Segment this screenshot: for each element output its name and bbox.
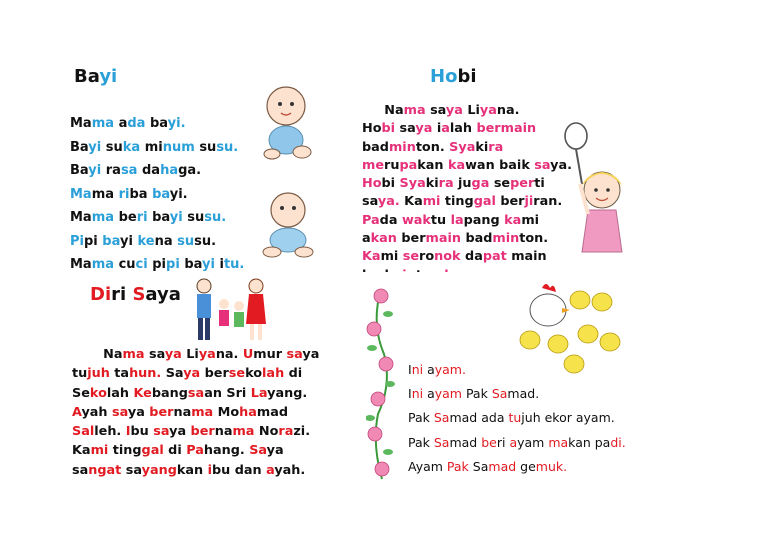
family-illustration xyxy=(192,276,270,344)
text-line xyxy=(362,248,572,266)
ayam-panel xyxy=(352,272,632,482)
syllable: sa xyxy=(125,462,142,478)
text-line xyxy=(72,441,319,460)
text-line xyxy=(72,345,319,364)
syllable: wan xyxy=(465,157,500,173)
syllable: Na xyxy=(72,347,123,362)
syllable: yah. xyxy=(274,462,306,478)
syllable: Li xyxy=(467,103,480,118)
syllable: su xyxy=(105,139,123,155)
text-line xyxy=(408,431,626,455)
syllable: a xyxy=(118,116,128,131)
syllable: Ho xyxy=(362,176,382,192)
hobi-text xyxy=(362,102,572,285)
syllable: tu. xyxy=(223,257,245,272)
syllable: per xyxy=(510,176,535,192)
text-line xyxy=(362,193,572,211)
syllable: pa xyxy=(594,434,611,450)
syllable: ka xyxy=(504,212,522,228)
syllable: ki xyxy=(475,139,489,155)
syllable: mi xyxy=(422,194,445,210)
text-line xyxy=(72,384,319,403)
syllable: ha xyxy=(160,163,179,178)
syllable: ting xyxy=(112,443,142,459)
syllable: wak xyxy=(401,212,431,228)
text-line xyxy=(72,422,319,441)
syllable: mad xyxy=(449,434,482,450)
syllable: yi xyxy=(169,210,188,225)
syllable: yam. xyxy=(583,410,615,426)
syllable: pi xyxy=(152,257,167,272)
syllable: bi xyxy=(381,121,400,137)
syllable: U xyxy=(242,347,254,362)
syllable: ber xyxy=(500,194,525,210)
text-line xyxy=(70,206,244,230)
syllable: Pa xyxy=(362,212,380,228)
syllable: bad xyxy=(465,231,493,247)
syllable: bu xyxy=(130,424,154,440)
syllable: bi xyxy=(381,176,400,192)
syllable: Ma xyxy=(70,116,92,131)
syllable: ma xyxy=(403,103,431,118)
syllable: su. xyxy=(194,233,217,249)
syllable: ju xyxy=(458,176,472,192)
syllable: mi xyxy=(521,212,540,228)
syllable: ka xyxy=(122,139,145,155)
syllable: a xyxy=(362,231,371,247)
syllable: ra xyxy=(438,176,459,192)
syllable: sa xyxy=(362,194,378,210)
syllable: pa xyxy=(399,157,418,173)
syllable: muk. xyxy=(535,458,568,474)
syllable: Ba xyxy=(74,66,100,87)
syllable: gal xyxy=(473,194,501,210)
syllable: i xyxy=(436,121,442,137)
syllable: ya xyxy=(479,103,497,118)
syllable: ya xyxy=(302,347,320,362)
syllable: ri xyxy=(136,210,153,225)
syllable: lah xyxy=(262,366,289,382)
syllable: S xyxy=(132,284,146,305)
syllable: ya xyxy=(198,347,216,362)
syllable: a xyxy=(509,434,518,450)
syllable: sa xyxy=(120,163,142,178)
syllable: di. xyxy=(610,434,626,450)
syllable: gal xyxy=(141,443,169,459)
syllable: Sal xyxy=(72,424,95,440)
syllable: aya xyxy=(145,284,181,305)
syllable: na xyxy=(154,233,178,249)
hobi-panel xyxy=(352,60,632,270)
syllable: Pak xyxy=(408,434,434,450)
syllable: pat xyxy=(482,249,512,265)
syllable: kan xyxy=(176,462,208,478)
syllable: ti xyxy=(534,176,545,192)
syllable: tu xyxy=(430,212,451,228)
syllable: lah xyxy=(449,121,477,137)
syllable: ber xyxy=(149,404,174,420)
text-line xyxy=(70,183,244,207)
syllable: ge xyxy=(520,458,536,474)
syllable: ra xyxy=(105,163,121,178)
syllable: Sa xyxy=(491,386,508,402)
syllable: Ka xyxy=(72,443,91,459)
syllable: sa xyxy=(430,103,446,118)
syllable: mi xyxy=(144,139,163,155)
syllable: me xyxy=(362,157,385,173)
syllable: Pak xyxy=(446,458,473,474)
syllable: da xyxy=(127,116,150,131)
syllable: pang xyxy=(463,212,505,228)
text-line xyxy=(362,102,572,120)
syllable: sa xyxy=(534,157,551,173)
syllable: ri xyxy=(496,434,510,450)
syllable: se xyxy=(228,366,246,382)
syllable: a xyxy=(427,386,435,402)
syllable: mi xyxy=(90,443,113,459)
syllable: da xyxy=(488,410,509,426)
syllable: Sa xyxy=(433,434,450,450)
diri-saya-text xyxy=(72,345,319,480)
syllable: bad xyxy=(362,139,389,155)
syllable: ngat xyxy=(88,462,126,478)
syllable: ya xyxy=(183,366,205,382)
syllable: hun. xyxy=(129,366,166,382)
syllable: na. xyxy=(215,347,243,362)
syllable: I xyxy=(408,386,412,402)
syllable: na xyxy=(214,424,233,440)
syllable: bu xyxy=(211,462,235,478)
syllable: ru xyxy=(384,157,400,173)
syllable: Ba xyxy=(70,139,89,155)
syllable: Sya xyxy=(449,139,476,155)
text-line xyxy=(408,382,626,406)
syllable: Ma xyxy=(70,186,92,202)
chickens-illustration xyxy=(510,278,630,378)
syllable: ton. xyxy=(519,231,549,247)
syllable: di xyxy=(168,443,187,459)
text-line xyxy=(362,120,572,138)
syllable: Ka xyxy=(404,194,423,210)
syllable: ber xyxy=(401,231,426,247)
syllable: ci xyxy=(135,257,153,272)
syllable: i xyxy=(207,462,212,478)
syllable: mad xyxy=(449,410,482,426)
syllable: ro xyxy=(419,249,435,265)
syllable: ya xyxy=(164,347,187,362)
syllable: ko xyxy=(89,385,107,401)
syllable: ga xyxy=(471,176,494,192)
syllable: su xyxy=(177,233,195,249)
syllable: ma xyxy=(91,210,119,225)
syllable: yi xyxy=(88,139,106,155)
syllable: kor xyxy=(552,410,576,426)
syllable: ber xyxy=(476,121,501,137)
syllable: yi xyxy=(202,257,220,272)
syllable: zi. xyxy=(293,424,311,440)
syllable: Ke xyxy=(133,385,152,401)
syllable: yang xyxy=(141,462,177,478)
syllable: Sa xyxy=(472,458,489,474)
syllable: su xyxy=(187,210,205,225)
syllable: main xyxy=(500,121,537,137)
syllable: juh xyxy=(87,366,115,382)
syllable: Di xyxy=(90,284,112,305)
syllable: mad xyxy=(256,404,289,420)
syllable: sa xyxy=(399,121,416,137)
syllable: lah xyxy=(106,385,134,401)
syllable: yam xyxy=(434,386,466,402)
syllable: Ma xyxy=(70,210,92,225)
girl-badminton-illustration xyxy=(552,122,632,257)
syllable: yi xyxy=(99,66,118,87)
syllable: se xyxy=(493,176,511,192)
flower-vine-illustration xyxy=(366,284,396,484)
syllable: A xyxy=(72,404,82,420)
syllable: ya. xyxy=(550,157,572,173)
syllable: mi xyxy=(380,249,403,265)
syllable: ni xyxy=(411,362,428,377)
syllable: a xyxy=(575,410,584,426)
text-line xyxy=(72,364,319,383)
syllable: Sa xyxy=(433,410,450,426)
syllable: ber xyxy=(204,366,229,382)
syllable: se xyxy=(402,249,420,265)
syllable: yi. xyxy=(169,186,188,202)
syllable: Se xyxy=(72,385,90,401)
syllable: main xyxy=(511,249,547,265)
syllable: na. xyxy=(496,103,520,118)
syllable: ki xyxy=(425,176,439,192)
syllable: yi. xyxy=(167,116,186,131)
syllable: Mo xyxy=(217,404,240,420)
text-line xyxy=(362,175,572,193)
syllable: ba xyxy=(184,257,202,272)
syllable: Ka xyxy=(362,249,381,265)
syllable: mur xyxy=(253,347,287,362)
text-line xyxy=(72,403,319,422)
text-line xyxy=(408,406,626,430)
syllable: ri xyxy=(111,284,133,305)
syllable: yah xyxy=(81,404,112,420)
syllable: da xyxy=(465,249,483,265)
syllable: baik xyxy=(499,157,535,173)
syllable: min xyxy=(492,231,520,247)
syllable: e xyxy=(544,410,553,426)
syllable: a xyxy=(266,462,275,478)
syllable: ma xyxy=(191,404,218,420)
syllable: sa xyxy=(153,424,170,440)
hobi-title xyxy=(430,66,477,87)
syllable: ba xyxy=(152,186,170,202)
syllable: kan xyxy=(370,231,402,247)
syllable: ran. xyxy=(533,194,563,210)
syllable: Sa xyxy=(165,366,184,382)
syllable: ba xyxy=(152,210,170,225)
syllable: Li xyxy=(186,347,199,362)
syllable: bi xyxy=(457,66,477,87)
syllable: pi xyxy=(83,233,103,249)
syllable: Pak xyxy=(408,410,434,426)
syllable: ya xyxy=(169,424,191,440)
syllable: Ho xyxy=(362,121,382,137)
syllable: min xyxy=(388,139,416,155)
syllable: ya xyxy=(415,121,437,137)
syllable: Sya xyxy=(399,176,426,192)
syllable: kan xyxy=(568,434,595,450)
syllable: ma xyxy=(91,116,119,131)
bayi-text xyxy=(70,112,244,277)
syllable: sa xyxy=(148,347,165,362)
baby-illustration xyxy=(258,82,328,262)
syllable: ga. xyxy=(178,163,202,178)
syllable: yam xyxy=(415,458,447,474)
syllable: ya. xyxy=(377,194,405,210)
syllable: ya xyxy=(266,443,284,459)
syllable: Na xyxy=(362,103,404,118)
text-line xyxy=(362,230,572,248)
syllable: yang. xyxy=(267,385,308,401)
text-line xyxy=(362,157,572,175)
syllable: Pak xyxy=(465,386,492,402)
syllable: Ma xyxy=(70,257,92,272)
syllable: ba xyxy=(149,116,168,131)
diri-saya-panel xyxy=(62,272,352,482)
syllable: mad. xyxy=(507,386,540,402)
syllable: ta xyxy=(114,366,130,382)
syllable: ber xyxy=(190,424,215,440)
syllable: leh. xyxy=(94,424,126,440)
syllable: ton. xyxy=(415,139,450,155)
syllable: ni xyxy=(411,386,428,402)
syllable: sa xyxy=(72,462,89,478)
syllable: ma xyxy=(548,434,569,450)
text-line xyxy=(70,112,244,136)
bayi-title xyxy=(74,66,117,87)
syllable: tu xyxy=(72,366,88,382)
syllable: ra xyxy=(488,139,504,155)
syllable: ri xyxy=(118,186,130,202)
syllable: su xyxy=(199,139,217,155)
syllable: No xyxy=(258,424,279,440)
syllable: hang. xyxy=(203,443,250,459)
syllable: sa xyxy=(286,347,303,362)
syllable: main xyxy=(425,231,466,247)
syllable: ya xyxy=(445,103,468,118)
text-line xyxy=(70,230,244,254)
syllable: num xyxy=(162,139,200,155)
syllable: be xyxy=(481,434,497,450)
syllable: la xyxy=(450,212,464,228)
text-line xyxy=(70,159,244,183)
syllable: sa xyxy=(112,404,128,420)
syllable: pi xyxy=(166,257,185,272)
syllable: ba xyxy=(129,186,153,202)
syllable: cu xyxy=(118,257,136,272)
syllable: ji xyxy=(524,194,534,210)
syllable: su. xyxy=(204,210,227,225)
syllable: ha xyxy=(239,404,257,420)
syllable: yam xyxy=(517,434,549,450)
syllable: nok xyxy=(434,249,466,265)
syllable: a xyxy=(441,121,450,137)
syllable: bang xyxy=(151,385,188,401)
syllable: na xyxy=(173,404,192,420)
syllable: su. xyxy=(216,139,239,155)
syllable: ma xyxy=(122,347,149,362)
syllable: Ho xyxy=(430,66,458,87)
text-line xyxy=(70,136,244,160)
syllable: dan xyxy=(234,462,267,478)
syllable: yam. xyxy=(434,362,466,377)
text-line xyxy=(362,212,572,230)
syllable: tu xyxy=(508,410,522,426)
syllable: La xyxy=(250,385,268,401)
syllable: kan xyxy=(417,157,448,173)
syllable: ka xyxy=(447,157,466,173)
syllable: ba xyxy=(102,233,120,249)
syllable: ke xyxy=(137,233,155,249)
syllable: Pi xyxy=(70,233,84,249)
text-line xyxy=(72,461,319,480)
text-line xyxy=(408,455,626,479)
syllable: ting xyxy=(444,194,474,210)
syllable: a xyxy=(427,362,435,377)
syllable: ra xyxy=(278,424,294,440)
text-line xyxy=(362,139,572,157)
syllable: da xyxy=(141,163,161,178)
syllable: juh xyxy=(521,410,545,426)
syllable: yi xyxy=(119,233,138,249)
syllable: i xyxy=(219,257,224,272)
bayi-panel xyxy=(62,60,352,270)
syllable: Pa xyxy=(186,443,204,459)
syllable: ya xyxy=(127,404,150,420)
syllable: sa xyxy=(187,385,205,401)
syllable: I xyxy=(408,362,412,377)
syllable: I xyxy=(125,424,131,440)
syllable: A xyxy=(408,458,416,474)
syllable: ma xyxy=(91,257,119,272)
syllable: Ba xyxy=(70,163,89,178)
syllable: da xyxy=(379,212,402,228)
syllable: Sa xyxy=(249,443,267,459)
syllable: an xyxy=(204,385,227,401)
syllable: yi xyxy=(88,163,106,178)
syllable: Sri xyxy=(226,385,251,401)
syllable: ma xyxy=(91,186,119,202)
syllable: a xyxy=(481,410,489,426)
syllable: ko xyxy=(245,366,263,382)
syllable: di xyxy=(288,366,303,382)
syllable: ma xyxy=(232,424,259,440)
syllable: be xyxy=(118,210,137,225)
syllable: mad xyxy=(488,458,521,474)
diri-saya-title xyxy=(90,284,181,305)
